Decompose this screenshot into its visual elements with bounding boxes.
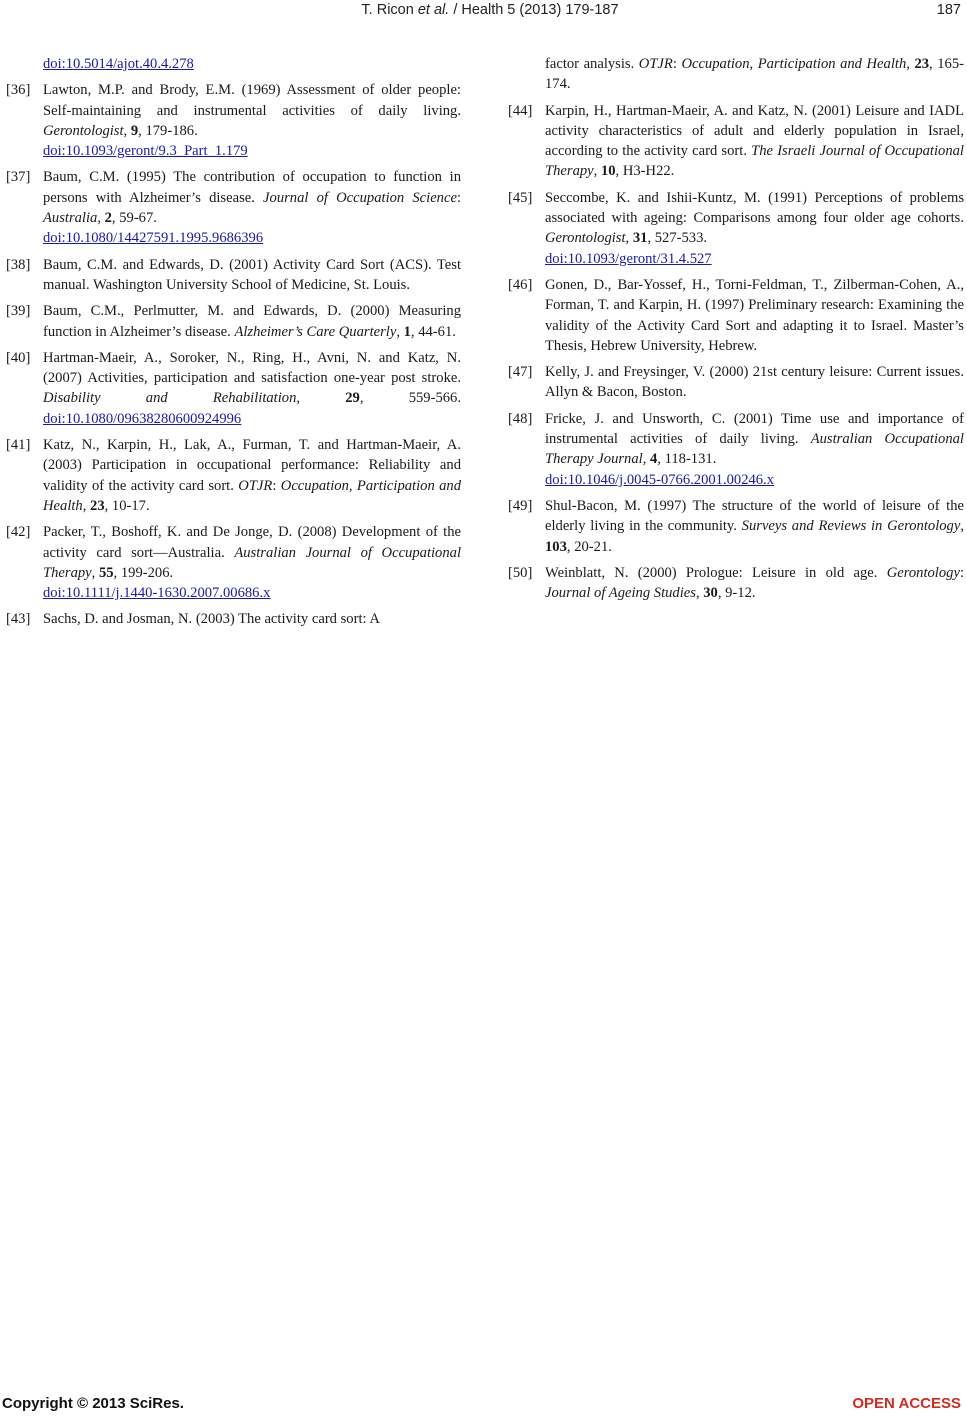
reference-text: Baum, C.M., Perlmutter, M. and Edwards, D. (2000) Measuring function in Alzheimer’s disease. <box>43 303 461 340</box>
journal-name: Journal of Occupation Science <box>263 189 457 206</box>
reference-text: Katz, N., Karpin, H., Lak, A., Furman, T. and Hartman-Maeir, A. (2003) Participation in occupational performance: Reliability and validity of the activity card sort. <box>43 437 461 494</box>
pages: , 44-61. <box>410 323 456 340</box>
reference-45: [45] Seccombe, K. and Ishii-Kuntz, M. (1991) Perceptions of problems associated with ageing: Comparisons among four older age cohorts. Gerontologist, 31, 527-533. doi:10.1093/geront/31.4.527 <box>508 189 964 267</box>
reference-37: [37] Baum, C.M. (1995) The contribution of occupation to function in persons with Alzheimer’s disease. Journal of Occupation Science: Australia, 2, 59-67. doi:10.1080/14427591.1995.9686396 <box>6 169 461 247</box>
reference-text: Karpin, H., Hartman-Maeir, A. and Katz, N. (2001) Leisure and IADL activity characteristics of adult and elderly population in Israel, according to the activity card sort. <box>545 102 964 160</box>
volume: 1 <box>403 323 411 340</box>
reference-number: [39] <box>6 303 31 320</box>
reference-40: [40] Hartman-Maeir, A., Soroker, N., Ring, H., Avni, N. and Katz, N. (2007) Activities, participation and satisfaction one-year post stroke. Disability and Rehabilitation, 29, 559-566. doi:10.1080/09638280600924996 <box>6 349 461 427</box>
journal-name: Australian Journal of Occupational Therapy <box>43 544 461 581</box>
volume: 23 <box>914 56 930 72</box>
volume: 30 <box>703 585 718 602</box>
doi-link[interactable]: doi:10.1111/j.1440-1630.2007.00686.x <box>43 585 271 602</box>
reference-number: [42] <box>6 524 31 541</box>
pages: , 199-206. <box>113 564 174 581</box>
header-journal: / Health 5 (2013) 179-187 <box>453 2 619 18</box>
footer-open-access: OPEN ACCESS <box>852 1395 961 1412</box>
pages: , 179-186. <box>138 122 198 139</box>
journal-name: Alzheimer’s Care Quarterly <box>234 323 397 340</box>
reference-number: [43] <box>6 611 31 628</box>
separator: , <box>348 477 357 494</box>
reference-continuation <box>6 54 461 74</box>
separator: : <box>456 189 461 206</box>
volume: 23 <box>90 497 105 514</box>
pages: , 10-17. <box>104 497 150 514</box>
reference-46 <box>508 275 964 356</box>
pages: , 118-131. <box>657 451 717 468</box>
journal-name: Participation and Health <box>757 56 907 72</box>
journal-name: Occupation <box>681 56 750 72</box>
doi-link[interactable]: doi:10.5014/ajot.40.4.278 <box>43 56 194 72</box>
reference-text: Fricke, J. and Unsworth, C. (2001) Time use and importance of instrumental activities of daily living. <box>545 410 964 448</box>
volume: 4 <box>650 451 658 468</box>
reference-number: [38] <box>6 256 31 273</box>
journal-name: Australian Occupational Therapy Journal <box>545 431 964 468</box>
reference-number: [41] <box>6 437 31 454</box>
separator: , <box>906 56 910 72</box>
reference-number: [47] <box>508 364 533 381</box>
doi-link[interactable]: doi:10.1093/geront/31.4.527 <box>545 250 712 267</box>
volume: 9 <box>130 122 139 139</box>
header-author: T. Ricon <box>361 2 414 18</box>
reference-44: [44] Karpin, H., Hartman-Maeir, A. and Katz, N. (2001) Leisure and IADL activity characteristics of adult and elderly population in Israel, according to the activity card sort. The Israeli Journal of Occupational Therapy, 10, H3-H22. <box>508 102 964 180</box>
volume: 103 <box>545 538 567 555</box>
pages: , 527-533. <box>647 230 708 247</box>
journal-name: OTJR <box>638 56 673 72</box>
journal-name: Disability and Rehabilitation <box>43 390 297 407</box>
reference-number: [44] <box>508 102 533 119</box>
reference-number: [49] <box>508 497 533 514</box>
page-number: 187 <box>936 2 961 18</box>
reference-number: [48] <box>508 410 533 427</box>
footer-copyright: Copyright © 2013 SciRes. <box>2 1395 184 1412</box>
journal-name: Gerontology <box>886 564 960 581</box>
reference-47 <box>508 362 964 403</box>
header-etal: et al. <box>417 2 450 18</box>
reference-text: Shul-Bacon, M. (1997) The structure of the world of leisure of the elderly living in the community. <box>545 497 964 535</box>
reference-39: [39] Baum, C.M., Perlmutter, M. and Edwards, D. (2000) Measuring function in Alzheimer’s disease. Alzheimer’s Care Quarterly, 1, 44-61. <box>6 303 461 340</box>
reference-text: Kelly, J. and Freysinger, V. (2000) 21st century leisure: Current issues. Allyn & Bacon, Boston. <box>545 364 964 401</box>
reference-number: [40] <box>6 349 31 366</box>
separator: , <box>749 56 758 72</box>
journal-name: OTJR <box>238 477 273 494</box>
reference-50: [50] Weinblatt, N. (2000) Prologue: Leisure in old age. Gerontology: Journal of Ageing Studies, 30, 9-12. <box>508 564 964 602</box>
reference-text: Baum, C.M. and Edwards, D. (2001) Activity Card Sort (ACS). Test manual. Washington University School of Medicine, St. Louis. <box>43 256 461 293</box>
running-header <box>300 2 680 18</box>
pages: , 9-12. <box>717 585 756 602</box>
journal-name: The Israeli Journal of Occupational Therapy <box>545 143 964 180</box>
reference-text: Sachs, D. and Josman, N. (2003) The activity card sort: A <box>43 611 380 628</box>
reference-text: Seccombe, K. and Ishii-Kuntz, M. (1991) Perceptions of problems associated with ageing: Comparisons among four older age cohorts. <box>545 189 964 227</box>
reference-text: Weinblatt, N. (2000) Prologue: Leisure in old age. <box>545 564 887 581</box>
journal-name: Occupation <box>280 477 349 494</box>
separator: : <box>672 56 682 72</box>
pages: , 20-21. <box>566 538 612 555</box>
reference-41: [41] Katz, N., Karpin, H., Lak, A., Furman, T. and Hartman-Maeir, A. (2003) Participation in occupational performance: Reliability and validity of the activity card sort. OTJR: Occupation, Participation and Health, 23, 10-17. <box>6 437 462 514</box>
journal-name: Gerontologist <box>545 230 626 247</box>
reference-38 <box>6 255 461 296</box>
pages: , 59-67. <box>111 210 157 227</box>
reference-42: [42] Packer, T., Boshoff, K. and De Jonge, D. (2008) Development of the activity card sort—Australia. Australian Journal of Occupational Therapy, 55, 199-206. doi:10.1111/j.1440-1630.2007.00686.x <box>6 524 461 602</box>
doi-link[interactable]: doi:10.1093/geront/9.3_Part_1.179 <box>43 143 248 160</box>
reference-43 <box>6 609 461 629</box>
journal-name: Journal of Ageing Studies <box>545 585 696 602</box>
doi-link[interactable]: doi:10.1080/09638280600924996 <box>43 410 242 427</box>
reference-number: [50] <box>508 564 533 581</box>
reference-49: [49] Shul-Bacon, M. (1997) The structure of the world of leisure of the elderly living in the community. Surveys and Reviews in Gerontology, 103, 20-21. <box>508 497 964 555</box>
journal-name: Surveys and Reviews in Gerontology <box>741 518 961 535</box>
reference-text: Hartman-Maeir, A., Soroker, N., Ring, H., Avni, N. and Katz, N. (2007) Activities, participation and satisfaction one-year post stroke. <box>43 349 461 387</box>
journal-name: Gerontologist <box>43 122 124 139</box>
journal-name: Australia <box>43 210 98 227</box>
volume: 2 <box>104 210 112 227</box>
pages: , H3-H22. <box>615 163 675 180</box>
reference-number: [37] <box>6 169 31 186</box>
reference-36: [36] Lawton, M.P. and Brody, E.M. (1969) Assessment of older people: Self-maintaining and instrumental activities of daily living. Gerontologist, 9, 179-186. doi:10.1093/geront/9.3_Part_1.179 <box>6 82 461 160</box>
reference-continuation <box>508 54 964 95</box>
volume: 55 <box>98 564 114 581</box>
volume: 10 <box>600 163 616 180</box>
volume: 29 <box>345 390 360 407</box>
reference-text: factor analysis. <box>545 56 639 72</box>
separator: : <box>959 564 964 581</box>
reference-number: [46] <box>508 276 533 293</box>
reference-48: [48] Fricke, J. and Unsworth, C. (2001) Time use and importance of instrumental activities of daily living. Australian Occupational Therapy Journal, 4, 118-131. doi:10.1046/j.0045-0766.2001.00246.x <box>508 410 964 488</box>
journal-name: Participation and Health <box>43 477 462 514</box>
reference-text: Lawton, M.P. and Brody, E.M. (1969) Assessment of older people: Self-maintaining and instrumental activities of daily living. <box>43 82 461 119</box>
reference-number: [45] <box>508 189 533 206</box>
reference-column-left <box>6 54 461 636</box>
pages: , 165-174. <box>545 56 964 93</box>
doi-link[interactable]: doi:10.1080/14427591.1995.9686396 <box>43 230 264 247</box>
reference-column-right <box>508 54 964 609</box>
reference-text: Gonen, D., Bar-Yossef, H., Torni-Feldman, T., Zilberman-Cohen, A., Forman, T. and Karpin, H. (1997) Preliminary research: Examining the validity of the Activity Card Sort and adapting it to Israel. Master’s Thesis, Hebrew University, Hebrew. <box>545 276 964 354</box>
doi-link[interactable]: doi:10.1046/j.0045-0766.2001.00246.x <box>545 471 775 488</box>
reference-number: [36] <box>6 82 31 99</box>
volume: 31 <box>632 230 648 247</box>
reference-text: Packer, T., Boshoff, K. and De Jonge, D. (2008) Development of the activity card sort—Australia. <box>43 524 461 561</box>
separator: : <box>272 477 281 494</box>
reference-text: Baum, C.M. (1995) The contribution of occupation to function in persons with Alzheimer’s disease. <box>43 169 461 206</box>
pages: , 559-566. <box>359 390 461 407</box>
